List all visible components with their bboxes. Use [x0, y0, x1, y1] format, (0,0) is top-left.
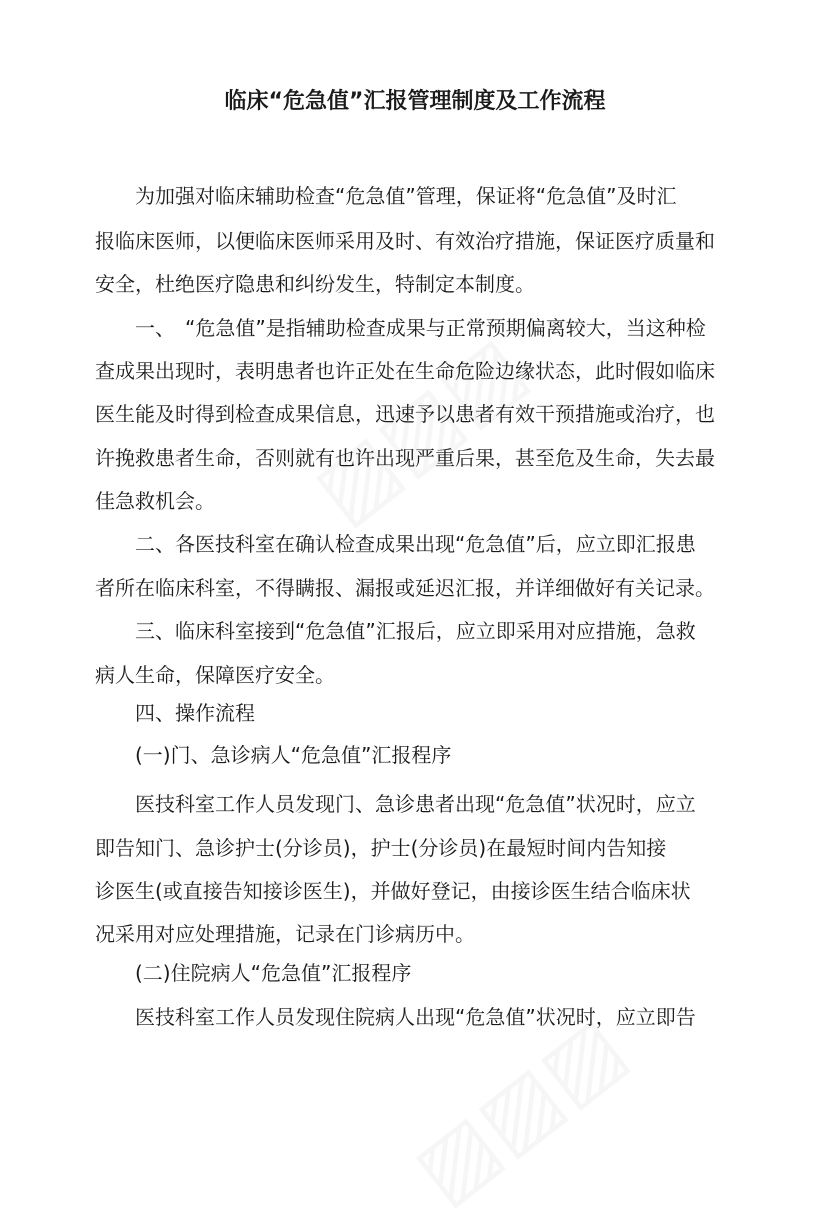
paragraph-line: 为加强对临床辅助检查“危急值”管理，保证将“危急值”及时汇 [95, 184, 677, 208]
paragraph-line: 佳急救机会。 [95, 489, 215, 513]
paragraph-line: 许挽救患者生命，否则就有也许出现严重后果，甚至危及生命，失去最 [95, 446, 715, 470]
paragraph-line: 医生能及时得到检查成果信息，迅速予以患者有效干预措施或治疗，也 [95, 402, 715, 426]
document-title: 临床“危急值”汇报管理制度及工作流程 [224, 89, 606, 114]
paragraph-line: 二、各医技科室在确认检查成果出现“危急值”后，应立即汇报患 [95, 532, 696, 556]
subsection-heading: (一)门、急诊病人“危急值”汇报程序 [95, 743, 452, 767]
paragraph-line: 医技科室工作人员发现住院病人出现“危急值”状况时，应立即告 [95, 1005, 696, 1029]
paragraph-line: 况采用对应处理措施，记录在门诊病历中。 [95, 922, 475, 946]
paragraph-line: 查成果出现时，表明患者也许正处在生命危险边缘状态，此时假如临床 [95, 359, 715, 383]
paragraph-line: 诊医生(或直接告知接诊医生)，并做好登记，由接诊医生结合临床状 [95, 879, 691, 903]
paragraph-line: 三、临床科室接到“危急值”汇报后，应立即采用对应措施，急救 [95, 619, 696, 643]
paragraph-line: 病人生命，保障医疗安全。 [95, 663, 335, 687]
paragraph-line: 者所在临床科室，不得瞒报、漏报或延迟汇报，并详细做好有关记录。 [95, 576, 715, 600]
paragraph-line: 报临床医师，以便临床医师采用及时、有效治疗措施，保证医疗质量和 [95, 229, 715, 253]
subsection-heading: (二)住院病人“危急值”汇报程序 [95, 961, 412, 985]
paragraph-line: 医技科室工作人员发现门、急诊患者出现“危急值”状况时，应立 [95, 792, 696, 816]
paragraph-line: 即告知门、急诊护士(分诊员)，护士(分诊员)在最短时间内告知接 [95, 836, 667, 860]
paragraph-line: 一、 “危急值”是指辅助检查成果与正常预期偏离较大，当这种检 [95, 316, 706, 340]
section-heading: 四、操作流程 [95, 701, 255, 725]
paragraph-line: 安全，杜绝医疗隐患和纠纷发生，特制定本制度。 [95, 272, 535, 296]
